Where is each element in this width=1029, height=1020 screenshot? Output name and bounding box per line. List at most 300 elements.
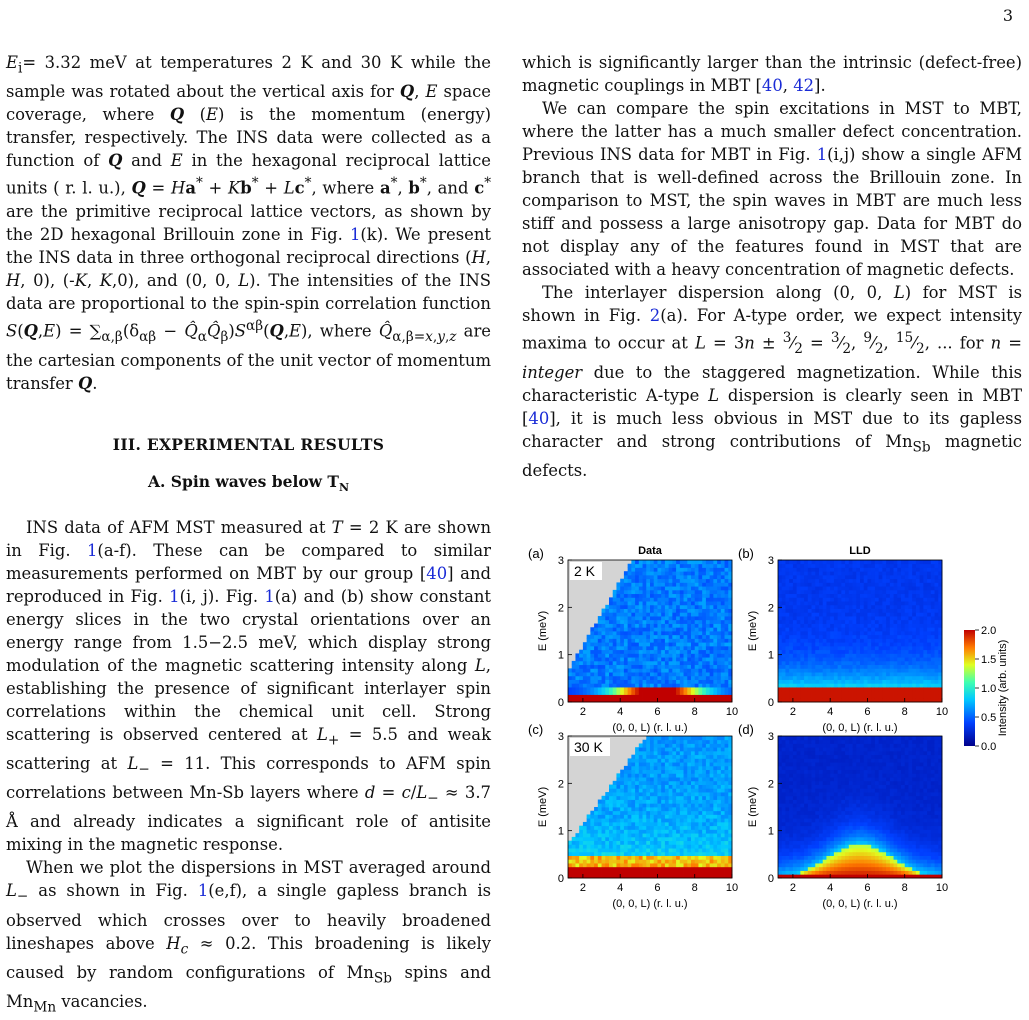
heatmap-cell (838, 620, 842, 624)
heatmap-cell (669, 852, 673, 856)
heatmap-cell (800, 781, 804, 785)
heatmap-cell (725, 653, 729, 657)
heatmap-cell (785, 859, 789, 863)
heatmap-cell (702, 844, 706, 848)
heatmap-cell (725, 800, 729, 804)
heatmap-cell (710, 859, 714, 863)
heatmap-cell (602, 642, 606, 646)
heatmap-cell (834, 616, 838, 620)
heatmap-cell (654, 848, 658, 852)
heatmap-cell (721, 650, 725, 654)
heatmap-cell (710, 605, 714, 609)
heatmap-cell (628, 852, 632, 856)
heatmap-cell (841, 612, 845, 616)
heatmap-cell (680, 811, 684, 815)
heatmap-cell (598, 676, 602, 680)
heatmap-cell (834, 571, 838, 575)
heatmap-cell (684, 785, 688, 789)
heatmap-cell (782, 676, 786, 680)
heatmap-cell (931, 590, 935, 594)
heatmap-cell (710, 560, 714, 564)
heatmap-cell (639, 683, 643, 687)
heatmap-cell (687, 691, 691, 695)
heatmap-cell (927, 653, 931, 657)
heatmap-cell (635, 687, 639, 691)
heatmap-cell (598, 695, 602, 699)
heatmap-cell (875, 638, 879, 642)
heatmap-cell (639, 844, 643, 848)
heatmap-cell (579, 683, 583, 687)
heatmap-cell (812, 668, 816, 672)
heatmap-cell (931, 594, 935, 598)
heatmap-cell (710, 856, 714, 860)
heatmap-cell (841, 691, 845, 695)
heatmap-cell (676, 788, 680, 792)
heatmap-cell (819, 695, 823, 699)
heatmap-cell (838, 650, 842, 654)
heatmap-cell (695, 653, 699, 657)
heatmap-cell (800, 564, 804, 568)
heatmap-cell (706, 691, 710, 695)
heatmap-cell (616, 818, 620, 822)
heatmap-cell (845, 564, 849, 568)
heatmap-cell (897, 612, 901, 616)
heatmap-cell (583, 867, 587, 871)
heatmap-cell (778, 762, 782, 766)
heatmap-cell (657, 755, 661, 759)
heatmap-cell (609, 796, 613, 800)
heatmap-cell (680, 597, 684, 601)
heatmap-cell (616, 605, 620, 609)
heatmap-cell (886, 586, 890, 590)
heatmap-cell (587, 814, 591, 818)
heatmap-cell (721, 582, 725, 586)
heatmap-cell (812, 740, 816, 744)
heatmap-cell (725, 803, 729, 807)
heatmap-cell (613, 867, 617, 871)
heatmap-cell (834, 624, 838, 628)
heatmap-cell (804, 788, 808, 792)
heatmap-cell (782, 653, 786, 657)
heatmap-cell (927, 590, 931, 594)
heatmap-cell (717, 687, 721, 691)
heatmap-cell (620, 650, 624, 654)
heatmap-cell (725, 841, 729, 845)
heatmap-cell (860, 680, 864, 684)
heatmap-cell (657, 837, 661, 841)
heatmap-cell (624, 863, 628, 867)
heatmap-cell (643, 803, 647, 807)
heatmap-cell (927, 575, 931, 579)
heatmap-cell (639, 616, 643, 620)
heatmap-cell (856, 594, 860, 598)
heatmap-cell (725, 582, 729, 586)
heatmap-cell (665, 571, 669, 575)
heatmap-cell (665, 755, 669, 759)
heatmap-cell (605, 863, 609, 867)
heatmap-cell (782, 560, 786, 564)
heatmap-cell (879, 575, 883, 579)
heatmap-cell (886, 653, 890, 657)
heatmap-cell (669, 773, 673, 777)
heatmap-cell (834, 691, 838, 695)
heatmap-cell (778, 594, 782, 598)
x-tick-label: 6 (864, 706, 870, 718)
heatmap-cell (725, 758, 729, 762)
heatmap-cell (725, 751, 729, 755)
heatmap-cell (669, 740, 673, 744)
heatmap-cell (834, 635, 838, 639)
heatmap-cell (639, 811, 643, 815)
heatmap-cell (789, 743, 793, 747)
heatmap-cell (631, 590, 635, 594)
heatmap-cell (698, 841, 702, 845)
heatmap-cell (672, 676, 676, 680)
heatmap-cell (650, 627, 654, 631)
heatmap-cell (923, 642, 927, 646)
heatmap-cell (845, 642, 849, 646)
heatmap-cell (665, 770, 669, 774)
heatmap-cell (789, 627, 793, 631)
heatmap-cell (804, 672, 808, 676)
heatmap-cell (800, 788, 804, 792)
heatmap-cell (830, 590, 834, 594)
heatmap-cell (782, 837, 786, 841)
heatmap-cell (643, 871, 647, 875)
heatmap-cell (826, 691, 830, 695)
heatmap-cell (672, 758, 676, 762)
heatmap-cell (819, 650, 823, 654)
heatmap-cell (687, 777, 691, 781)
heatmap-cell (594, 661, 598, 665)
heatmap-cell (631, 852, 635, 856)
heatmap-cell (778, 620, 782, 624)
heatmap-cell (908, 571, 912, 575)
heatmap-cell (815, 826, 819, 830)
heatmap-cell (687, 680, 691, 684)
heatmap-cell (602, 650, 606, 654)
heatmap-cell (823, 657, 827, 661)
heatmap-cell (830, 586, 834, 590)
heatmap-cell (583, 863, 587, 867)
heatmap-cell (782, 762, 786, 766)
heatmap-cell (624, 687, 628, 691)
heatmap-cell (804, 597, 808, 601)
heatmap-cell (853, 653, 857, 657)
paragraph-compare-mbt: We can compare the spin excitations in MST to MBT, where the latter has a much smaller defect concentration. Previous INS data for MBT in Fig. 1(i,j) show a single AFM branch that is well-defined across the Brillouin zone. In comparison to MST, the spin waves in MBT are much less stiff and possess a large anisotropy gap. Data for MBT do not display any of the features found in MST that are associated with a heavy concentration of magnetic defects. (522, 97, 1022, 281)
heatmap-cell (845, 668, 849, 672)
heatmap-cell (793, 609, 797, 613)
heatmap-cell (721, 579, 725, 583)
heatmap-cell (698, 691, 702, 695)
heatmap-cell (643, 653, 647, 657)
heatmap-cell (721, 743, 725, 747)
heatmap-cell (710, 650, 714, 654)
heatmap-cell (684, 597, 688, 601)
heatmap-cell (684, 755, 688, 759)
heatmap-cell (657, 687, 661, 691)
heatmap-cell (676, 811, 680, 815)
heatmap-cell (721, 653, 725, 657)
heatmap-cell (879, 683, 883, 687)
heatmap-cell (620, 800, 624, 804)
heatmap-cell (815, 777, 819, 781)
heatmap-cell (631, 792, 635, 796)
heatmap-cell (841, 635, 845, 639)
heatmap-cell (639, 668, 643, 672)
heatmap-cell (631, 624, 635, 628)
heatmap-cell (646, 755, 650, 759)
heatmap-cell (691, 691, 695, 695)
heatmap-cell (830, 695, 834, 699)
heatmap-cell (882, 612, 886, 616)
heatmap-cell (808, 680, 812, 684)
heatmap-cell (808, 758, 812, 762)
heatmap-cell (927, 601, 931, 605)
heatmap-cell (613, 642, 617, 646)
heatmap-cell (598, 624, 602, 628)
heatmap-cell (605, 642, 609, 646)
heatmap-cell (650, 833, 654, 837)
heatmap-cell (665, 620, 669, 624)
heatmap-cell (901, 575, 905, 579)
heatmap-cell (804, 766, 808, 770)
heatmap-cell (800, 762, 804, 766)
heatmap-cell (713, 841, 717, 845)
heatmap-cell (853, 683, 857, 687)
heatmap-cell (793, 676, 797, 680)
heatmap-cell (890, 683, 894, 687)
heatmap-cell (901, 627, 905, 631)
heatmap-cell (661, 773, 665, 777)
heatmap-cell (687, 852, 691, 856)
heatmap-cell (657, 856, 661, 860)
heatmap-cell (853, 586, 857, 590)
heatmap-cell (879, 605, 883, 609)
heatmap-cell (875, 597, 879, 601)
heatmap-cell (826, 631, 830, 635)
heatmap-cell (853, 605, 857, 609)
heatmap-cell (871, 646, 875, 650)
heatmap-cell (590, 627, 594, 631)
heatmap-cell (635, 751, 639, 755)
heatmap-cell (635, 624, 639, 628)
heatmap-cell (706, 594, 710, 598)
heatmap-cell (680, 841, 684, 845)
heatmap-cell (687, 609, 691, 613)
heatmap-cell (860, 616, 864, 620)
heatmap-cell (613, 672, 617, 676)
heatmap-cell (804, 822, 808, 826)
heatmap-cell (613, 818, 617, 822)
heatmap-cell (782, 844, 786, 848)
heatmap-cell (698, 653, 702, 657)
heatmap-cell (613, 680, 617, 684)
heatmap-cell (800, 803, 804, 807)
heatmap-cell (867, 612, 871, 616)
heatmap-cell (789, 560, 793, 564)
heatmap-cell (856, 579, 860, 583)
heatmap-cell (672, 740, 676, 744)
heatmap-cell (789, 736, 793, 740)
heatmap-cell (710, 871, 714, 875)
heatmap-cell (721, 841, 725, 845)
heatmap-cell (669, 631, 673, 635)
heatmap-cell (587, 841, 591, 845)
heatmap-cell (912, 575, 916, 579)
heatmap-cell (886, 609, 890, 613)
heatmap-cell (823, 620, 827, 624)
heatmap-cell (702, 567, 706, 571)
heatmap-cell (646, 575, 650, 579)
heatmap-cell (676, 747, 680, 751)
heatmap-cell (676, 856, 680, 860)
heatmap-cell (657, 571, 661, 575)
heatmap-cell (845, 590, 849, 594)
heatmap-cell (785, 781, 789, 785)
heatmap-cell (789, 792, 793, 796)
heatmap-cell (797, 582, 801, 586)
heatmap-cell (635, 638, 639, 642)
heatmap-cell (669, 792, 673, 796)
heatmap-cell (804, 807, 808, 811)
heatmap-cell (575, 841, 579, 845)
heatmap-cell (897, 624, 901, 628)
heatmap-cell (676, 650, 680, 654)
heatmap-cell (605, 856, 609, 860)
heatmap-cell (643, 642, 647, 646)
heatmap-cell (687, 837, 691, 841)
heatmap-cell (853, 642, 857, 646)
heatmap-cell (834, 582, 838, 586)
heatmap-cell (800, 871, 804, 875)
heatmap-cell (819, 594, 823, 598)
heatmap-cell (639, 792, 643, 796)
heatmap-cell (789, 597, 793, 601)
heatmap-cell (905, 650, 909, 654)
heatmap-cell (797, 646, 801, 650)
heatmap-cell (609, 616, 613, 620)
heatmap-cell (687, 814, 691, 818)
heatmap-cell (631, 657, 635, 661)
heatmap-cell (875, 579, 879, 583)
heatmap-cell (871, 695, 875, 699)
heatmap-cell (808, 575, 812, 579)
heatmap-cell (815, 620, 819, 624)
heatmap-cell (598, 811, 602, 815)
heatmap-cell (778, 751, 782, 755)
heatmap-cell (905, 582, 909, 586)
heatmap-cell (646, 627, 650, 631)
heatmap-cell (654, 594, 658, 598)
heatmap-cell (782, 650, 786, 654)
heatmap-cell (665, 612, 669, 616)
heatmap-cell (695, 785, 699, 789)
heatmap-cell (838, 687, 842, 691)
heatmap-cell (871, 672, 875, 676)
heatmap-cell (793, 867, 797, 871)
heatmap-cell (680, 638, 684, 642)
heatmap-cell (923, 586, 927, 590)
heatmap-cell (620, 841, 624, 845)
heatmap-cell (778, 579, 782, 583)
heatmap-cell (590, 826, 594, 830)
heatmap-cell (628, 653, 632, 657)
heatmap-cell (782, 848, 786, 852)
heatmap-cell (669, 560, 673, 564)
heatmap-cell (620, 807, 624, 811)
heatmap-cell (684, 609, 688, 613)
heatmap-cell (789, 657, 793, 661)
heatmap-cell (789, 811, 793, 815)
heatmap-cell (882, 638, 886, 642)
heatmap-cell (841, 597, 845, 601)
heatmap-cell (778, 609, 782, 613)
heatmap-cell (725, 597, 729, 601)
heatmap-cell (706, 560, 710, 564)
heatmap-cell (916, 635, 920, 639)
heatmap-cell (620, 653, 624, 657)
y-tick-label: 3 (768, 555, 774, 567)
heatmap-cell (628, 859, 632, 863)
heatmap-cell (702, 661, 706, 665)
heatmap-cell (583, 841, 587, 845)
heatmap-cell (639, 773, 643, 777)
heatmap-cell (823, 646, 827, 650)
heatmap-cell (920, 646, 924, 650)
heatmap-cell (905, 627, 909, 631)
heatmap-cell (643, 822, 647, 826)
heatmap-cell (695, 762, 699, 766)
heatmap-cell (864, 661, 868, 665)
heatmap-cell (639, 590, 643, 594)
heatmap-cell (793, 766, 797, 770)
heatmap-cell (710, 829, 714, 833)
heatmap-cell (812, 687, 816, 691)
heatmap-cell (695, 814, 699, 818)
heatmap-cell (587, 818, 591, 822)
heatmap-cell (713, 601, 717, 605)
heatmap-cell (598, 803, 602, 807)
heatmap-cell (927, 638, 931, 642)
heatmap-cell (695, 755, 699, 759)
heatmap-cell (680, 856, 684, 860)
heatmap-cell (684, 773, 688, 777)
heatmap-cell (587, 859, 591, 863)
heatmap-cell (804, 863, 808, 867)
heatmap-cell (721, 665, 725, 669)
heatmap-cell (819, 661, 823, 665)
heatmap-cell (800, 833, 804, 837)
heatmap-cell (639, 586, 643, 590)
heatmap-cell (691, 582, 695, 586)
heatmap-cell (908, 590, 912, 594)
heatmap-cell (927, 657, 931, 661)
heatmap-cell (713, 781, 717, 785)
heatmap-cell (905, 594, 909, 598)
heatmap-cell (657, 859, 661, 863)
heatmap-cell (819, 781, 823, 785)
heatmap-cell (793, 785, 797, 789)
heatmap-cell (856, 642, 860, 646)
heatmap-cell (804, 781, 808, 785)
heatmap-cell (901, 597, 905, 601)
heatmap-cell (797, 740, 801, 744)
heatmap-cell (684, 826, 688, 830)
heatmap-cell (797, 642, 801, 646)
heatmap-cell (624, 620, 628, 624)
heatmap-cell (631, 785, 635, 789)
